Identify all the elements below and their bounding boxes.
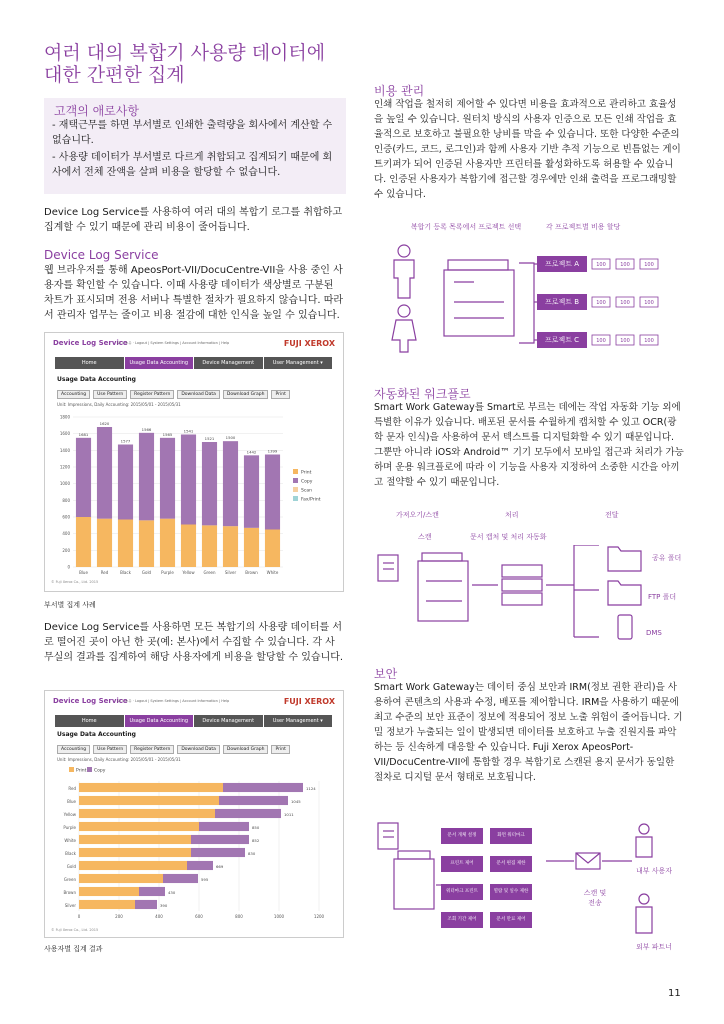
nav-device[interactable]: Device Management — [194, 357, 263, 369]
legend-swatch — [293, 478, 298, 483]
page-number: 11 — [668, 988, 681, 999]
y-tick-label: 800 — [62, 497, 70, 503]
x-tick-label: 1200 — [313, 914, 325, 919]
legend-label: Print — [76, 768, 87, 774]
workflow-diagram — [374, 545, 690, 645]
sec-box-4: 문서 편집 제한 — [490, 856, 532, 872]
bar-copy — [160, 438, 175, 519]
x-tick-label: Green — [203, 570, 216, 575]
y-tick-label: Purple — [63, 825, 76, 831]
sec-box-8: 문서 만료 제어 — [490, 912, 532, 928]
bar-print — [202, 525, 217, 567]
y-tick-label: 1200 — [59, 464, 70, 470]
nav-usage[interactable]: Usage Data Accounting — [125, 357, 194, 369]
bar-print — [79, 796, 219, 805]
bar-copy — [118, 445, 133, 520]
x-tick-label: Brown — [245, 570, 258, 575]
scanner-icon — [418, 553, 468, 621]
y-tick-label: Red — [68, 786, 76, 792]
tool-download-graph-2[interactable]: Download Graph — [223, 745, 269, 754]
legend-swatch — [293, 469, 298, 474]
bar-copy — [202, 442, 217, 525]
bar-print — [223, 526, 238, 567]
nav-user[interactable]: User Management ▾ — [264, 357, 333, 369]
app-name-2: Device Log Service — [53, 697, 128, 705]
data-label: 430 — [168, 890, 176, 896]
mobile-icon — [618, 615, 632, 639]
data-label: 1045 — [291, 799, 301, 805]
sec-box-7: 조회 기간 제어 — [441, 912, 483, 928]
bar-copy — [191, 835, 249, 844]
process-label: 문서 캡처 및 처리 자동화 — [470, 533, 547, 541]
project-c: 프로젝트 C — [537, 332, 587, 348]
tool-print-2[interactable]: Print — [271, 745, 289, 754]
coin: 100 — [596, 300, 606, 306]
pain-points-heading: 고객의 애로사항 — [54, 104, 139, 118]
bar-print — [79, 900, 135, 909]
bar-print — [76, 517, 91, 567]
legend-swatch — [293, 487, 298, 492]
data-label: 1399 — [267, 448, 278, 454]
sec-box-6: 열람 및 일수 제한 — [490, 884, 532, 900]
y-tick-label: 600 — [62, 514, 70, 520]
legend-label: Copy — [301, 479, 313, 485]
sec-box-1: 문서 개체 설정 — [441, 828, 483, 844]
bar-copy — [223, 441, 238, 526]
bar-copy — [135, 900, 157, 909]
caption-department: 부서별 집계 사례 — [44, 601, 96, 609]
data-label: 1565 — [162, 431, 173, 437]
bar-print — [97, 519, 112, 567]
data-label: 1566 — [141, 426, 152, 432]
user-icon-female — [398, 305, 410, 317]
bar-copy — [215, 809, 281, 818]
y-tick-label: 200 — [62, 547, 70, 553]
internal-user-label: 내부 사용자 — [636, 867, 673, 875]
data-label: 1521 — [204, 436, 215, 441]
col-deliver: 전달 — [605, 511, 619, 519]
document-icon-2 — [378, 823, 398, 849]
data-label: 595 — [201, 877, 209, 883]
section-title-2: Usage Data Accounting — [57, 731, 136, 738]
workflow-heading: 자동화된 워크플로 — [374, 387, 471, 401]
data-label: 1500 — [225, 435, 236, 441]
bar-copy — [163, 874, 198, 883]
brand-logo-2: FUJI XEROX — [283, 697, 335, 706]
y-tick-label: 0 — [67, 564, 70, 570]
y-tick-label: 1000 — [59, 481, 70, 487]
project-b: 프로젝트 B — [537, 294, 587, 310]
data-label: 1442 — [246, 449, 257, 455]
bar-print — [79, 809, 215, 818]
bar-print — [139, 520, 154, 567]
nav-user-2[interactable]: User Management ▾ — [264, 715, 333, 727]
shared-folder-icon — [608, 547, 641, 571]
bar-copy — [76, 438, 91, 517]
coin: 100 — [644, 300, 654, 306]
pain-point-2: - 사용량 데이터가 부서별로 다르게 취합되고 집계되기 때문에 회사에서 전체 잔액을 살펴 비용을 할당할 수 없습니다. — [52, 152, 333, 178]
col-process: 처리 — [505, 511, 519, 519]
coin: 100 — [620, 300, 630, 306]
bar-copy — [181, 435, 196, 525]
coin: 100 — [620, 262, 630, 268]
bar-copy — [139, 887, 165, 896]
department-chart — [49, 409, 341, 587]
header-links[interactable]: 로그 소유 · Logout | System Settings | Account Information | Help — [117, 341, 230, 345]
bar-print — [79, 887, 139, 896]
internal-user-icon — [639, 824, 649, 834]
legend-label: Copy — [94, 768, 106, 774]
x-tick-label: Red — [100, 570, 109, 575]
x-tick-label: Gold — [141, 570, 152, 575]
x-tick-label: Blue — [79, 570, 88, 575]
legend-label: Print — [301, 470, 312, 476]
security-body: Smart Work Gateway는 데이터 중심 보안과 IRM(정보 권한 관리)을 사용하여 콘텐츠의 사용과 수정, 배포를 제어합니다. IRM을 사용하기 때문에 최고 수준의 보안 표준이 정보에 적용되어 정보 노출 위험이 줄어듭니다. 기밀 정보가 누출되는 일이 발생되면 데이터를 보호하고 누출 진원지를 파악하는 등 신속하게 대응할 수 있습니다. Fuji Xerox ApeosPort-VII/DocuCentre-VII에 통합할 경우 복합기로 스캔된 용지 문서가 동일한 절차로 디지털 문서 형태로 보호됩니다. — [374, 682, 683, 783]
bar-print — [265, 530, 280, 568]
unit-text-2: Unit: Impressions, Daily Accounting: 2015/05/01 - 2015/05/31 — [57, 757, 181, 762]
header-links-2[interactable]: 로그 소유 · Logout | System Settings | Account Information | Help — [117, 699, 230, 703]
tool-download-data-2[interactable]: Download Data — [177, 745, 220, 754]
tool-download-graph[interactable]: Download Graph — [223, 390, 269, 399]
intro-text: Device Log Service를 사용하여 여러 대의 복합기 로그를 취합하고 집계할 수 있기 때문에 관리 비용이 줄어듭니다. — [44, 207, 342, 233]
screenshot-department — [44, 332, 344, 592]
tool-print[interactable]: Print — [271, 390, 289, 399]
bar-print — [79, 874, 163, 883]
server-icon — [502, 565, 542, 605]
user-body-male — [394, 260, 414, 298]
data-label: 852 — [252, 838, 260, 844]
y-tick-label: Brown — [63, 890, 76, 896]
bar-copy — [97, 427, 112, 519]
x-tick-label: 800 — [235, 914, 243, 919]
bar-print — [181, 525, 196, 568]
coin: 100 — [620, 338, 630, 344]
legend-label: Fax/Print — [301, 497, 321, 503]
tool-register-pattern-2[interactable]: Register Pattern — [130, 745, 174, 754]
user-chart — [49, 763, 341, 935]
bar-print — [79, 822, 199, 831]
scan-label: 스캔 — [418, 533, 432, 541]
coin: 100 — [596, 338, 606, 344]
user-body-female — [392, 320, 416, 352]
project-a: 프로젝트 A — [537, 256, 587, 272]
coin: 100 — [644, 262, 654, 268]
bar-copy — [244, 455, 259, 527]
pain-points-box — [44, 98, 346, 194]
x-tick-label: Purple — [161, 570, 174, 575]
x-tick-label: White — [266, 570, 279, 575]
bar-print — [79, 848, 191, 857]
x-tick-label: 400 — [155, 914, 163, 919]
bar-copy — [265, 455, 280, 530]
tool-use-pattern-2[interactable]: Use Pattern — [93, 745, 127, 754]
section-title: Usage Data Accounting — [57, 376, 136, 383]
bar-copy — [187, 861, 213, 870]
data-label: 850 — [252, 825, 260, 831]
tool-register-pattern[interactable]: Register Pattern — [130, 390, 174, 399]
bar-copy — [219, 796, 288, 805]
bar-copy — [191, 848, 245, 857]
sec-box-3: 프린트 제어 — [441, 856, 483, 872]
cost-diagram — [374, 218, 690, 368]
copyright: © Fuji Xerox Co., Ltd. 2015 — [51, 580, 99, 584]
pain-point-1: - 재택근무를 하면 부서별로 인쇄한 출력량을 회사에서 계산할 수 없습니다. — [52, 120, 333, 146]
col-import: 가져오기/스캔 — [396, 511, 439, 519]
bar-print — [79, 835, 191, 844]
bar-print — [79, 861, 187, 870]
workflow-body: Smart Work Gateway를 Smart로 부르는 데에는 작업 자동화 기능 외에 특별한 이유가 있습니다. 배포된 문서를 수월하게 캡처할 수 있고 OCR(광학 문자 인식)을 사용하여 문서 텍스트를 디지털화할 수 있기 때문입니다. 그뿐만 아니라 iOS와 Android™ 기기 모두에서 모바일 접근과 처리가 가능하며 운용 워크플로에 따라 이 기능을 사용자 지정하여 소중한 시간을 아끼고 절약할 수 있기 때문입니다. — [374, 402, 684, 488]
dls-body: 웹 브라우저를 통해 ApeosPort-VII/DocuCentre-VII을 사용 중인 사용자를 확인할 수 있습니다. 이때 사용량 데이터가 색상별로 구분된 차트가 표시되며 전용 서버나 특별한 절차가 필요하지 않습니다. 따라서 관리자 업무는 줄이고 비용 절감에 대한 인식을 높일 수 있습니다. — [44, 265, 344, 321]
y-tick-label: Black — [65, 851, 76, 857]
y-tick-label: 1800 — [59, 414, 70, 420]
bar-copy — [139, 433, 154, 520]
x-tick-label: 600 — [195, 914, 203, 919]
legend-swatch — [293, 496, 298, 501]
data-label: 1577 — [120, 438, 131, 444]
data-label: 1681 — [78, 431, 89, 437]
data-label: 1541 — [183, 428, 194, 434]
x-tick-label: Yellow — [182, 570, 195, 575]
brand-logo: FUJI XEROX — [283, 339, 335, 348]
nav-device-2[interactable]: Device Management — [194, 715, 263, 727]
printer-icon — [444, 260, 514, 336]
bracket — [519, 263, 534, 343]
external-user-label: 외부 파트너 — [636, 943, 673, 951]
bar-print — [79, 783, 223, 792]
para-collect: Device Log Service를 사용하면 모든 복합기의 사용량 데이터를 서로 떨어진 곳이 아닌 한 곳(예: 본사)에서 수집할 수 있습니다. 각 사무실의 결과를 집계하여 해당 사용자에게 비용을 할당할 수 있습니다. — [44, 622, 344, 663]
bar-copy — [199, 822, 249, 831]
legend-swatch — [69, 767, 74, 772]
screenshot-user — [44, 690, 344, 938]
tool-use-pattern[interactable]: Use Pattern — [93, 390, 127, 399]
user-icon-male — [398, 245, 410, 257]
y-tick-label: Yellow — [63, 812, 76, 818]
dls-heading: Device Log Service — [44, 248, 159, 262]
app-name: Device Log Service — [53, 339, 128, 347]
data-label: 1011 — [284, 812, 294, 818]
dest-dms: DMS — [646, 629, 662, 637]
nav-usage-2[interactable]: Usage Data Accounting — [125, 715, 194, 727]
security-diagram — [374, 815, 690, 955]
nav-home-2[interactable]: Home — [55, 715, 124, 727]
cost-heading: 비용 관리 — [374, 84, 425, 98]
y-tick-label: Green — [63, 877, 76, 883]
ftp-folder-icon — [608, 581, 641, 605]
data-label: 1124 — [306, 786, 316, 792]
document-icon — [378, 555, 398, 581]
data-label: 830 — [248, 851, 256, 857]
tool-download-data[interactable]: Download Data — [177, 390, 220, 399]
y-tick-label: Silver — [64, 903, 76, 909]
cost-body: 인쇄 작업을 철저히 제어할 수 있다면 비용을 효과적으로 관리하고 효율성을 높일 수 있습니다. 원터치 방식의 사용자 인증으로 모든 인쇄 작업을 효율적으로 보호하고 불필요한 낭비를 막을 수 있습니다. 또한 다양한 수준의 인증(카드, 코드, 로그인)과 함께 사용자 기반 추적 기능으로 빈틈없는 게이트키퍼가 되어 인증된 사용자만 프린터를 활성화하도록 허용할 수 있습니다. 인증된 사용자가 복합기에 접근할 경우에만 인쇄 출력을 프로그래밍할 수 있습니다. — [374, 99, 681, 200]
diag1-right-label: 각 프로젝트별 비용 할당 — [546, 223, 621, 231]
unit-text: Unit: Impressions, Daily Accounting: 2015/05/01 - 2015/05/31 — [57, 402, 181, 407]
y-tick-label: 400 — [62, 531, 70, 537]
data-label: 1620 — [99, 421, 110, 426]
nav-home[interactable]: Home — [55, 357, 124, 369]
dispatch-lines — [546, 545, 599, 637]
x-tick-label: 0 — [77, 914, 81, 919]
y-tick-label: Blue — [67, 799, 76, 805]
y-tick-label: Gold — [66, 864, 76, 870]
bar-print — [160, 519, 175, 567]
send-label: 스캔 및 전송 — [583, 889, 607, 907]
dest-ftp: FTP 폴더 — [648, 593, 677, 601]
tool-accounting-2[interactable]: Accounting — [57, 745, 90, 754]
sec-box-5: 워터마크 프린트 — [441, 884, 483, 900]
x-tick-label: Silver — [224, 570, 237, 575]
y-tick-label: White — [64, 838, 76, 844]
coin: 100 — [644, 338, 654, 344]
security-heading: 보안 — [374, 667, 398, 681]
coin: 100 — [596, 262, 606, 268]
dest-shared: 공유 폴더 — [652, 554, 682, 562]
y-tick-label: 1600 — [59, 431, 70, 437]
sec-box-2: 화면 워터마크 — [490, 828, 532, 844]
copyright: © Fuji Xerox Co., Ltd. 2015 — [51, 928, 99, 932]
x-tick-label: Black — [120, 570, 131, 575]
bar-print — [244, 528, 259, 567]
bar-copy — [223, 783, 303, 792]
legend-label: Scan — [301, 488, 312, 494]
data-label: 390 — [160, 903, 168, 909]
data-label: 669 — [216, 864, 224, 870]
external-user-icon — [639, 894, 649, 904]
tool-accounting[interactable]: Accounting — [57, 390, 90, 399]
legend-swatch — [87, 767, 92, 772]
x-tick-label: 200 — [115, 914, 123, 919]
printer-icon-2 — [394, 851, 434, 909]
x-tick-label: 1000 — [273, 914, 285, 919]
bar-print — [118, 520, 133, 568]
diag1-left-label: 복합기 등록 목록에서 프로젝트 선택 — [410, 223, 522, 231]
caption-user: 사용자별 집계 결과 — [44, 945, 103, 953]
page-title: 여러 대의 복합기 사용량 데이터에 대한 간편한 집계 — [44, 42, 326, 86]
y-tick-label: 1400 — [59, 447, 70, 453]
